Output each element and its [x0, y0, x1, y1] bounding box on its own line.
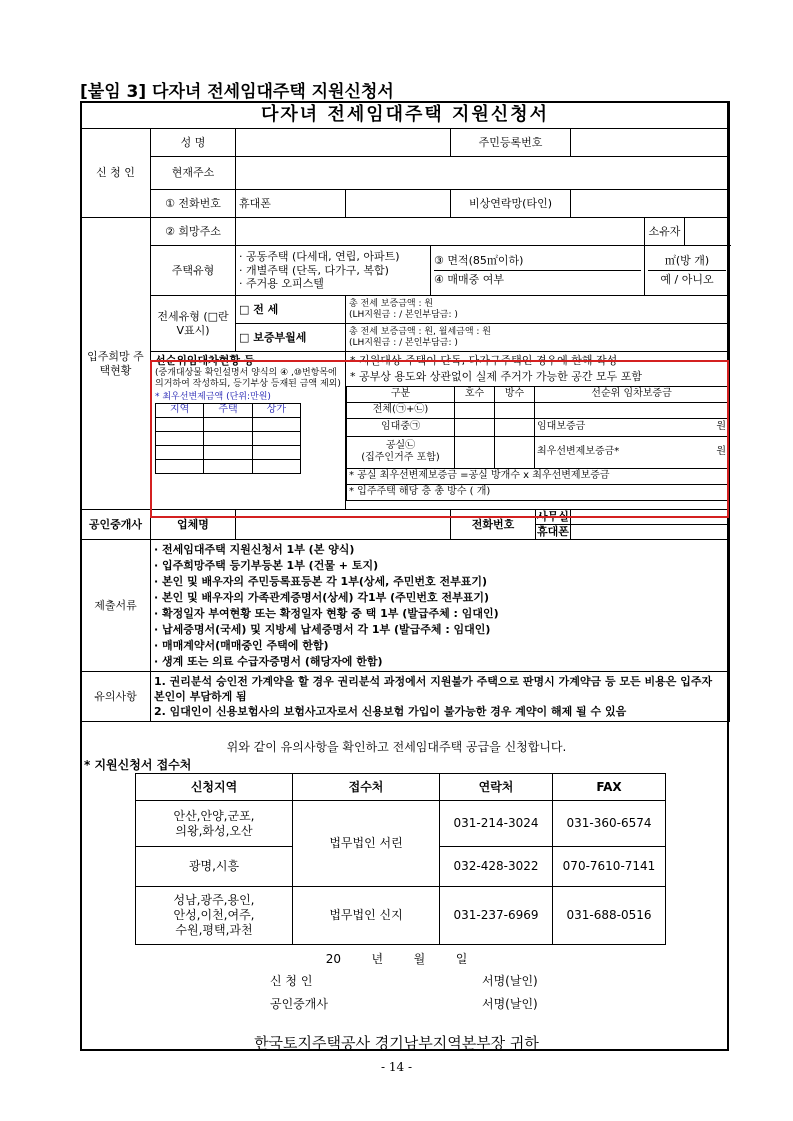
form-title: 다자녀 전세임대주택 지원신청서: [81, 102, 730, 129]
house-type-options[interactable]: [236, 246, 431, 296]
priority-table: [346, 386, 729, 501]
broker-mobile-label: 휴대폰: [537, 525, 569, 538]
min-cell[interactable]: [156, 417, 204, 431]
won-label: 원: [716, 445, 727, 457]
priority-note: (중개대상물 확인설명서 양식의 ④ ,⑩번항목에 의거하여 작성하되, 등기부상 등재된 금액 제외): [155, 367, 341, 389]
rented-units[interactable]: [455, 418, 495, 436]
min-cell[interactable]: [204, 417, 252, 431]
broker-mobile-field[interactable]: [571, 525, 729, 539]
broker-phone-types: [536, 510, 571, 540]
office-label: 사무실: [537, 510, 569, 523]
caution-list: [151, 672, 730, 722]
area-label: ③ 면적(85㎡이하): [434, 252, 641, 271]
broker-company-field[interactable]: [236, 510, 451, 540]
monthly-detail: 총 전세 보증금액 : 원, 월세금액 : 원 (LH지원금 : / 본인부담금: ): [346, 324, 730, 352]
min-cell[interactable]: [156, 445, 204, 459]
house-type-detached: · 개별주택 (단독, 다가구, 복합): [239, 263, 389, 277]
formula-note: * 공실 최우선변제보증금 =공실 방개수 x 최우선변제보증금: [347, 468, 729, 484]
priority-left: [151, 352, 346, 510]
mobile-field[interactable]: [346, 190, 451, 218]
reception-table: [135, 773, 666, 945]
vacant-rooms[interactable]: [495, 436, 535, 468]
caution-section: 유의사항: [81, 672, 151, 722]
sign-broker-field[interactable]: 서명(날인): [482, 997, 538, 1011]
region-3: 성남,광주,용인, 안성,이천,여주, 수원,평택,과천: [136, 887, 293, 945]
docs-section: 제출서류: [81, 540, 151, 672]
owner-label: 소유자: [645, 218, 685, 246]
hope-address-field[interactable]: [236, 218, 645, 246]
priority-note-2: * 공부상 용도와 상관없이 실제 주거가 가능한 공간 모두 포함: [350, 369, 642, 383]
broker-phone-fields[interactable]: [571, 510, 730, 540]
doc-item: · 납세증명서(국세) 및 지방세 납세증명서 각 1부 (발급주체 : 임대인): [154, 622, 491, 636]
house-type-apartment: · 공동주택 (다세대, 연립, 아파트): [239, 249, 400, 263]
caution-item: 1. 권리분석 승인전 가계약을 할 경우 권리분석 과정에서 지원불가 주택으로 판명시 가계약금 등 모든 비용은 입주자 본인이 부담하게 됨: [154, 675, 713, 703]
sale-value: 예 / 아니오: [660, 273, 714, 286]
emergency-field[interactable]: [571, 190, 730, 218]
total-units[interactable]: [455, 402, 495, 418]
reception-title: * 지원신청서 접수처: [84, 758, 192, 772]
office-1: 법무법인 서린: [293, 801, 440, 887]
lease-type-label: 전세유형 (□란V표시): [151, 296, 236, 352]
total-deposit[interactable]: [535, 402, 729, 418]
name-field[interactable]: [236, 129, 451, 157]
min-cell[interactable]: [204, 431, 252, 445]
row-total: 전체(㉠+㉡): [347, 402, 455, 418]
priority-right: [346, 352, 730, 510]
min-cell[interactable]: [156, 459, 204, 473]
vacant-deposit[interactable]: [535, 436, 729, 468]
rrn-field[interactable]: [571, 129, 730, 157]
doc-item: · 본인 및 배우자의 가족관계증명서(상세) 각1부 (주민번호 전부표기): [154, 590, 490, 604]
col-units: 호수: [455, 386, 495, 402]
fax-3: 031-688-0516: [553, 887, 666, 945]
addressee: 한국토지주택공사 경기남부지역본부장 귀하: [254, 1034, 539, 1052]
row-rented: 임대중㉠: [347, 418, 455, 436]
area-value: ㎡(방 개): [648, 252, 726, 271]
fax-1: 031-360-6574: [553, 801, 666, 847]
doc-item: · 입주희망주택 등기부등본 1부 (건물 + 토지): [154, 558, 379, 572]
col-rooms: 방수: [495, 386, 535, 402]
total-rooms[interactable]: [495, 402, 535, 418]
doc-item: · 본인 및 배우자의 주민등록표등본 각 1부(상세, 주민번호 전부표기): [154, 574, 487, 588]
phone-3: 031-237-6969: [440, 887, 553, 945]
min-amount-table: [155, 403, 301, 474]
mobile-label: 휴대폰: [236, 190, 346, 218]
min-cell[interactable]: [252, 417, 300, 431]
jeonse-checkbox[interactable]: □ 전 세: [236, 296, 346, 324]
doc-item: · 전세임대주택 지원신청서 1부 (본 양식): [154, 542, 355, 556]
min-col-house: 주택: [204, 404, 252, 418]
rented-rooms[interactable]: [495, 418, 535, 436]
min-cell[interactable]: [204, 459, 252, 473]
sign-applicant-field[interactable]: 서명(날인): [482, 974, 538, 988]
col-region: 신청지역: [136, 774, 293, 801]
min-cell[interactable]: [252, 459, 300, 473]
emergency-label: 비상연락망(타인): [451, 190, 571, 218]
applicant-section: 신 청 인: [81, 129, 151, 218]
rrn-label: 주민등록번호: [451, 129, 571, 157]
broker-section: 공인중개사: [81, 510, 151, 540]
row-vacant: 공실㉡ (집주인거주 포함): [347, 436, 455, 468]
hope-address-label: ② 희망주소: [151, 218, 236, 246]
caution-item: 2. 임대인이 신용보험사의 보험사고자로서 신용보험 가입이 불가능한 경우 계약이 해제 될 수 있음: [154, 705, 627, 718]
deposit-label: 임대보증금: [537, 420, 586, 432]
rented-deposit[interactable]: [535, 418, 729, 436]
name-label: 성 명: [151, 129, 236, 157]
page-title: [붙임 3] 다자녀 전세임대주택 지원신청서: [80, 82, 394, 102]
sign-broker-label: 공인중개사: [270, 997, 328, 1011]
fax-2: 070-7610-7141: [553, 847, 666, 887]
date-line: 20 년 월 일: [325, 952, 468, 966]
office-field[interactable]: [571, 510, 729, 525]
min-col-region: 지역: [156, 404, 204, 418]
col-senior-deposit: 선순위 임차보증금: [535, 386, 729, 402]
region-1: 안산,안양,군포, 의왕,화성,오산: [136, 801, 293, 847]
vacant-units[interactable]: [455, 436, 495, 468]
col-phone: 연락처: [440, 774, 553, 801]
confirm-text: 위와 같이 유의사항을 확인하고 전세임대주택 공급을 신청합니다.: [226, 740, 567, 754]
priority-title: 선순위임대차현황 등: [155, 354, 255, 367]
owner-field[interactable]: [685, 218, 730, 246]
page-number: - 14 -: [380, 1060, 412, 1074]
jeonse-detail: 총 전세 보증금액 : 원 (LH지원금 : / 본인부담금: ): [346, 296, 730, 324]
phone-label: ① 전화번호: [151, 190, 236, 218]
doc-item: · 매매계약서(매매중인 주택에 한함): [154, 638, 329, 652]
phone-2: 032-428-3022: [440, 847, 553, 887]
area-sale-labels: [431, 246, 645, 296]
col-office: 접수처: [293, 774, 440, 801]
doc-item: · 생계 또는 의료 수급자증명서 (해당자에 한함): [154, 654, 383, 668]
min-cell[interactable]: [252, 445, 300, 459]
col-category: 구분: [347, 386, 455, 402]
application-table: [80, 101, 730, 722]
docs-list: [151, 540, 730, 672]
housing-section: 입주희망 주택현황: [81, 218, 151, 510]
office-3: 법무법인 신지: [293, 887, 440, 945]
min-amount-title: * 최우선변제금액 (단위:만원): [155, 392, 271, 403]
min-cell[interactable]: [252, 431, 300, 445]
broker-phone-label: 전화번호: [451, 510, 536, 540]
col-fax: FAX: [553, 774, 666, 801]
sale-label: ④ 매매중 여부: [434, 273, 504, 286]
phone-1: 031-214-3024: [440, 801, 553, 847]
won-label: 원: [716, 420, 727, 432]
min-cell[interactable]: [204, 445, 252, 459]
doc-item: · 확정일자 부여현황 또는 확정일자 현황 중 택 1부 (발급주체 : 임대인): [154, 606, 499, 620]
floor-rooms-note: * 입주주택 해당 층 총 방수 ( 개): [347, 484, 729, 500]
priority-note-1: * 지원대상 주택이 단독, 다가구주택인 경우에 한해 작성: [350, 354, 618, 367]
min-cell[interactable]: [156, 431, 204, 445]
region-2: 광명,시흥: [136, 847, 293, 887]
area-sale-values[interactable]: [645, 246, 730, 296]
min-col-store: 상가: [252, 404, 300, 418]
min-deposit-label: 최우선변제보증금*: [537, 445, 620, 457]
house-type-label: 주택유형: [151, 246, 236, 296]
broker-company-label: 업체명: [151, 510, 236, 540]
address-label: 현재주소: [151, 157, 236, 190]
monthly-checkbox[interactable]: □ 보증부월세: [236, 324, 346, 352]
address-field[interactable]: [236, 157, 730, 190]
sign-applicant-label: 신 청 인: [270, 974, 313, 988]
house-type-officetel: · 주거용 오피스텔: [239, 277, 324, 291]
